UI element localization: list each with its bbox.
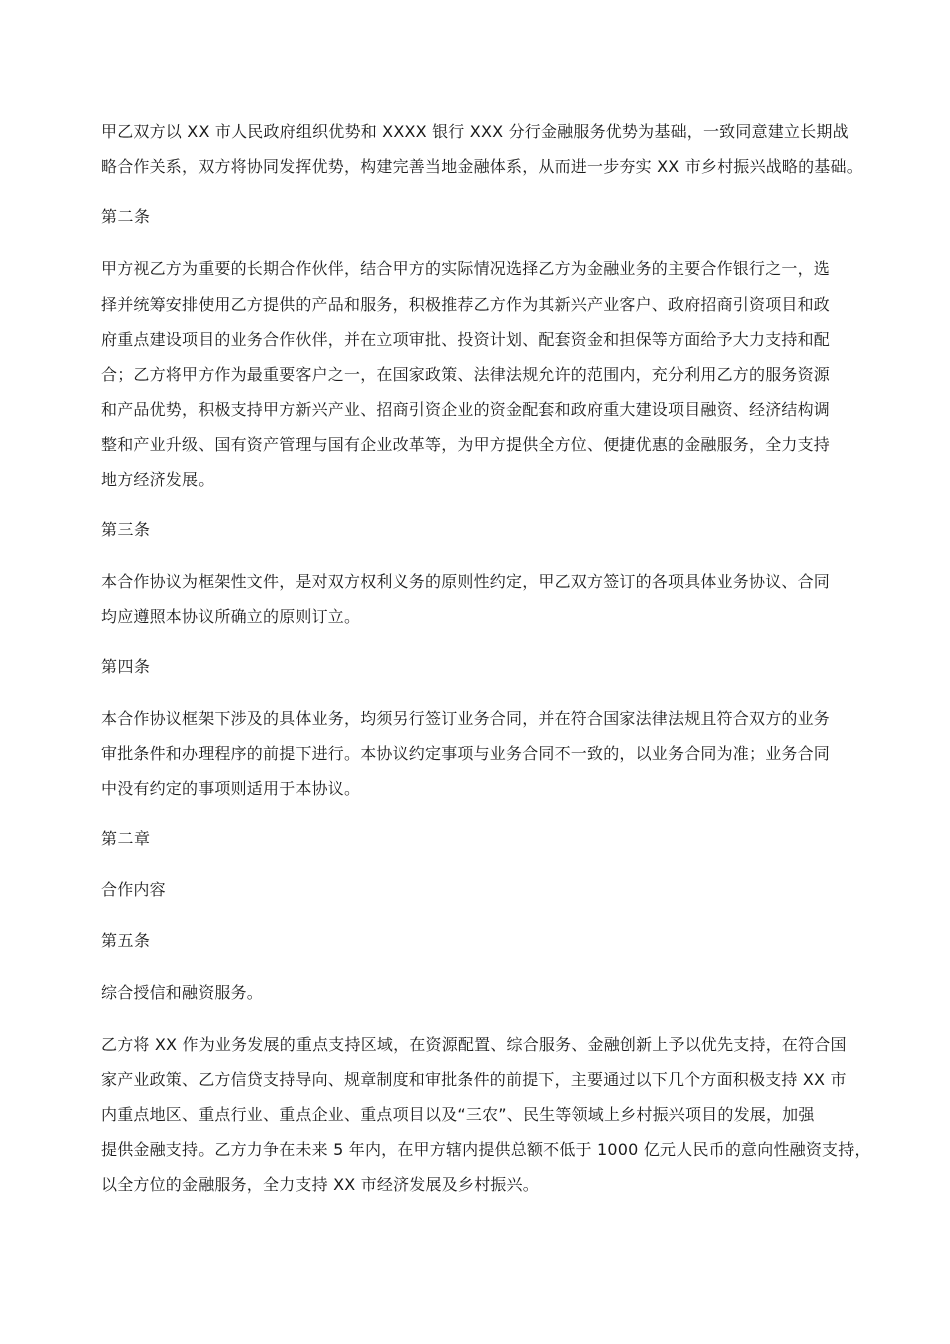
- paragraph-line: 合；乙方将甲方作为最重要客户之一，在国家政策、法律法规允许的范围内，充分利用乙方的服务资源: [101, 365, 831, 384]
- article-subtitle: 综合授信和融资服务。: [101, 983, 264, 1002]
- paragraph-line: 以全方位的金融服务，全力支持 XX 市经济发展及乡村振兴。: [101, 1175, 539, 1194]
- paragraph-line: 家产业政策、乙方信贷支持导向、规章制度和审批条件的前提下，主要通过以下几个方面积极支持 XX 市: [101, 1070, 847, 1089]
- paragraph-line: 乙方将 XX 作为业务发展的重点支持区域，在资源配置、综合服务、金融创新上予以优先支持，在符合国: [101, 1035, 847, 1054]
- chapter-heading: 第二章: [101, 829, 151, 848]
- paragraph-line: 提供金融支持。乙方力争在未来 5 年内，在甲方辖内提供总额不低于 1000 亿元人民币的意向性融资支持，: [101, 1140, 871, 1159]
- paragraph-line: 整和产业升级、国有资产管理与国有企业改革等，为甲方提供全方位、便捷优惠的金融服务，全力支持: [101, 435, 831, 454]
- paragraph-line: 和产品优势，积极支持甲方新兴产业、招商引资企业的资金配套和政府重大建设项目融资、经济结构调: [101, 400, 831, 419]
- paragraph-line: 审批条件和办理程序的前提下进行。本协议约定事项与业务合同不一致的，以业务合同为准；业务合同: [101, 744, 831, 763]
- paragraph-line: 本合作协议框架下涉及的具体业务，均须另行签订业务合同，并在符合国家法律法规且符合双方的业务: [101, 709, 831, 728]
- paragraph-line: 甲方视乙方为重要的长期合作伙伴，结合甲方的实际情况选择乙方为金融业务的主要合作银行之一，选: [101, 259, 831, 278]
- paragraph-line: 地方经济发展。: [101, 470, 215, 489]
- paragraph-line: 府重点建设项目的业务合作伙伴，并在立项审批、投资计划、配套资金和担保等方面给予大力支持和配: [101, 330, 831, 349]
- article-heading: 第五条: [101, 931, 151, 950]
- article-heading: 第二条: [101, 207, 151, 226]
- paragraph-line: 中没有约定的事项则适用于本协议。: [101, 779, 361, 798]
- chapter-title: 合作内容: [101, 880, 166, 899]
- article-heading: 第四条: [101, 657, 151, 676]
- paragraph-line: 择并统筹安排使用乙方提供的产品和服务，积极推荐乙方作为其新兴产业客户、政府招商引资项目和政: [101, 295, 831, 314]
- paragraph-line: 甲乙双方以 XX 市人民政府组织优势和 XXXX 银行 XXX 分行金融服务优势为基础，一致同意建立长期战: [101, 122, 849, 141]
- paragraph-line: 均应遵照本协议所确立的原则订立。: [101, 607, 361, 626]
- paragraph-line: 本合作协议为框架性文件，是对双方权利义务的原则性约定，甲乙双方签订的各项具体业务协议、合同: [101, 572, 831, 591]
- paragraph-line: 略合作关系，双方将协同发挥优势，构建完善当地金融体系，从而进一步夯实 XX 市乡村振兴战略的基础。: [101, 157, 863, 176]
- article-heading: 第三条: [101, 520, 151, 539]
- paragraph-line: 内重点地区、重点行业、重点企业、重点项目以及“三农”、民生等领域上乡村振兴项目的发展，加强: [101, 1105, 815, 1124]
